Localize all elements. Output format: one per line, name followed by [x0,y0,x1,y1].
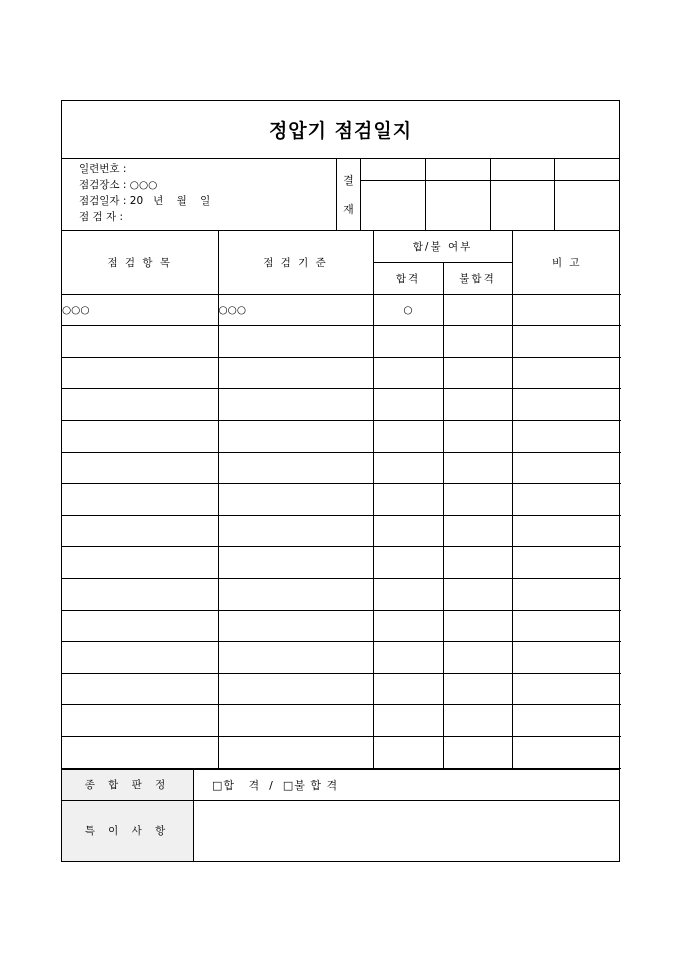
special-notes-label: 특 이 사 항 [62,801,194,861]
pass-cell[interactable] [373,421,443,453]
standard-cell[interactable] [218,515,373,547]
remark-cell[interactable] [512,673,621,705]
standard-cell[interactable] [218,326,373,358]
fail-cell[interactable] [443,484,512,516]
item-cell[interactable] [62,705,218,737]
remark-cell[interactable] [512,484,621,516]
table-row [62,737,621,769]
pass-cell[interactable] [373,389,443,421]
table-row [62,547,621,579]
standard-cell[interactable] [218,389,373,421]
pass-cell[interactable] [373,579,443,611]
remark-cell[interactable] [512,737,621,769]
standard-cell[interactable] [218,357,373,389]
inspection-date-field[interactable]: 점검일자 : 20 년 월 일 [79,195,211,207]
item-cell[interactable] [62,673,218,705]
standard-cell[interactable] [218,705,373,737]
standard-cell[interactable] [218,737,373,769]
header-standard: 점 검 기 준 [218,231,373,294]
special-notes-row [62,800,619,861]
fail-cell[interactable] [443,421,512,453]
remark-cell[interactable] [512,547,621,579]
inspector-field[interactable]: 점 검 자 : [79,211,123,223]
header-remark: 비 고 [512,231,621,294]
fail-cell[interactable] [443,642,512,674]
fail-cell[interactable] [443,737,512,769]
fail-cell[interactable] [443,610,512,642]
table-row [62,705,621,737]
approval-sign-cell[interactable] [555,181,619,230]
overall-judgement-label: 종 합 판 정 [62,770,194,800]
approval-label-top: 결 [343,173,354,187]
header-pass-fail: 합/불 여부 [373,231,512,263]
approval-sign-cell[interactable] [491,181,555,230]
approval-sign-cell[interactable] [361,181,425,230]
table-row [62,673,621,705]
item-cell[interactable]: ○○○ [62,294,218,326]
inspection-table [62,231,621,769]
table-row [62,357,621,389]
table-row [62,642,621,674]
standard-cell[interactable] [218,642,373,674]
pass-cell[interactable]: ○ [373,294,443,326]
item-cell[interactable] [62,452,218,484]
info-section [62,159,619,231]
approval-column [491,159,556,230]
standard-cell[interactable] [218,610,373,642]
approval-title-cell[interactable] [491,159,555,181]
pass-cell[interactable] [373,452,443,484]
special-notes-field[interactable] [194,801,619,861]
remark-cell[interactable] [512,452,621,484]
pass-cell[interactable] [373,515,443,547]
standard-cell[interactable]: ○○○ [218,294,373,326]
fail-cell[interactable] [443,673,512,705]
pass-cell[interactable] [373,357,443,389]
item-cell[interactable] [62,515,218,547]
header-fail: 불합격 [443,263,512,295]
table-row [62,326,621,358]
pass-cell[interactable] [373,705,443,737]
table-row [62,515,621,547]
approval-grid [361,159,619,230]
pass-cell[interactable] [373,610,443,642]
approval-label [337,159,361,230]
approval-sign-cell[interactable] [426,181,490,230]
approval-column [361,159,426,230]
pass-cell[interactable] [373,484,443,516]
table-row [62,294,621,326]
item-cell[interactable] [62,484,218,516]
approval-column [426,159,491,230]
standard-cell[interactable] [218,673,373,705]
inspection-place-field[interactable]: 점검장소 : ○○○ [79,179,158,191]
fail-cell[interactable] [443,326,512,358]
remark-cell[interactable] [512,579,621,611]
remark-cell[interactable] [512,515,621,547]
item-cell[interactable] [62,389,218,421]
fail-cell[interactable] [443,579,512,611]
overall-judgement-value[interactable]: □합 격 / □불 합 격 [212,778,339,792]
item-cell[interactable] [62,610,218,642]
item-cell[interactable] [62,737,218,769]
approval-title-cell[interactable] [361,159,425,181]
fail-cell[interactable] [443,705,512,737]
pass-cell[interactable] [373,326,443,358]
table-row [62,452,621,484]
item-cell[interactable] [62,547,218,579]
standard-cell[interactable] [218,452,373,484]
item-cell[interactable] [62,421,218,453]
fail-cell[interactable] [443,515,512,547]
title-row [62,101,619,159]
standard-cell[interactable] [218,579,373,611]
item-cell[interactable] [62,357,218,389]
table-row [62,484,621,516]
header-pass: 합격 [373,263,443,295]
standard-cell[interactable] [218,547,373,579]
fail-cell[interactable] [443,452,512,484]
fail-cell[interactable] [443,357,512,389]
inspection-form [61,100,620,862]
fail-cell[interactable] [443,389,512,421]
standard-cell[interactable] [218,484,373,516]
approval-title-cell[interactable] [555,159,619,181]
remark-cell[interactable] [512,421,621,453]
approval-label-bottom: 재 [343,203,354,217]
table-row [62,389,621,421]
remark-cell[interactable] [512,357,621,389]
pass-cell[interactable] [373,673,443,705]
table-row [62,421,621,453]
header-item: 점 검 항 목 [62,231,218,294]
standard-cell[interactable] [218,421,373,453]
fail-cell[interactable] [443,547,512,579]
item-cell[interactable] [62,579,218,611]
serial-number-field[interactable]: 일련번호 : [79,163,127,175]
overall-judgement-row [62,769,619,800]
remark-cell[interactable] [512,389,621,421]
approval-column [555,159,619,230]
pass-cell[interactable] [373,642,443,674]
page-title: 정압기 점검일지 [268,120,413,142]
remark-cell[interactable] [512,294,621,326]
fail-cell[interactable] [443,294,512,326]
pass-cell[interactable] [373,547,443,579]
remark-cell[interactable] [512,705,621,737]
table-row [62,610,621,642]
info-fields [62,159,337,230]
remark-cell[interactable] [512,610,621,642]
pass-cell[interactable] [373,737,443,769]
remark-cell[interactable] [512,326,621,358]
remark-cell[interactable] [512,642,621,674]
item-cell[interactable] [62,326,218,358]
item-cell[interactable] [62,642,218,674]
table-row [62,579,621,611]
approval-title-cell[interactable] [426,159,490,181]
